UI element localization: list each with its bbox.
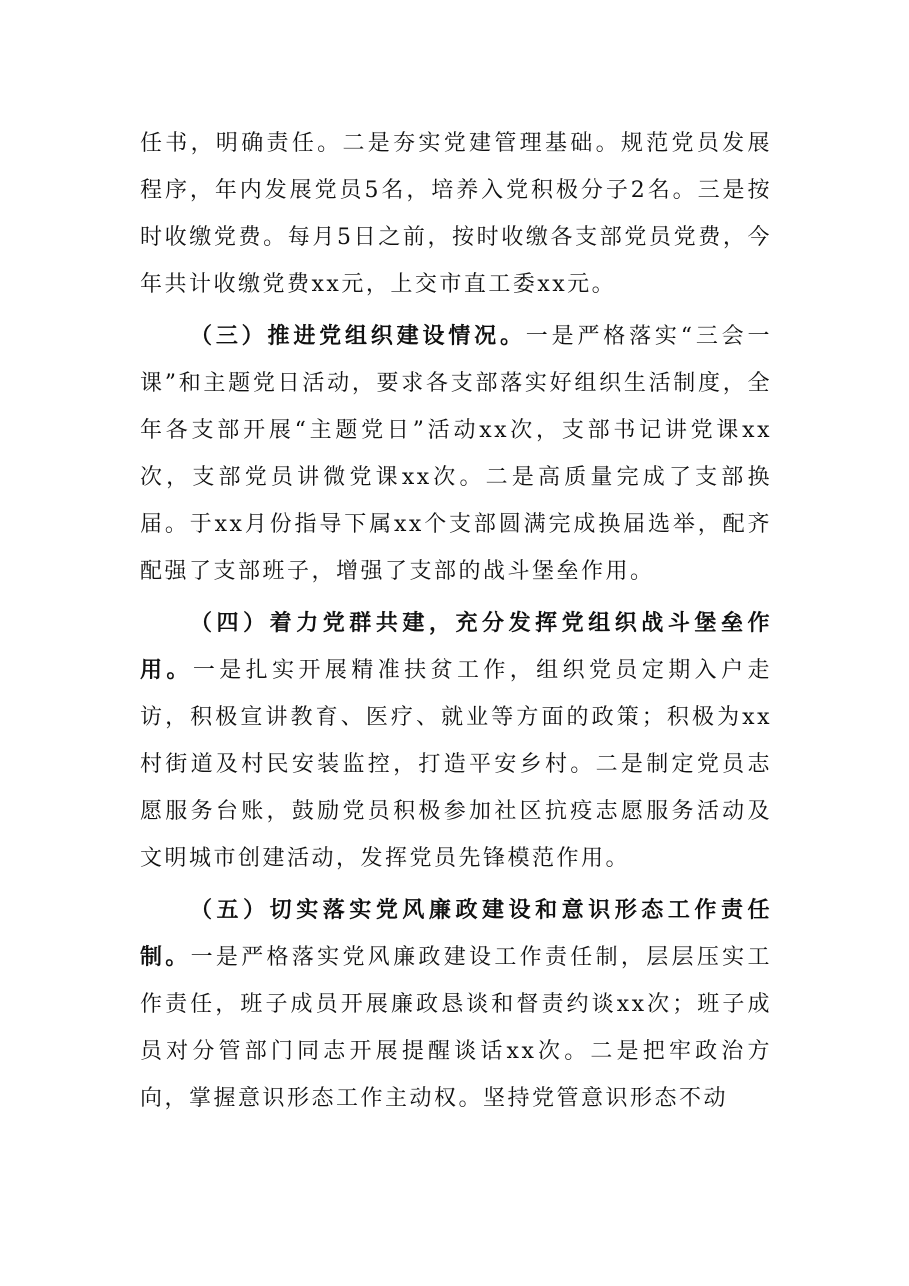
- paragraph-section-3: [140, 313, 772, 595]
- paragraph-section-5: [140, 887, 772, 1122]
- paragraph-text: 一是严格落实“三会一课”和主题党日活动，要求各支部落实好组织生活制度，全年各支部开展“主题党日”活动xx次，支部书记讲党课xx次，支部党员讲微党课xx次。二是高质量完成了支部换届。于xx月份指导下属xx个支部圆满完成换届选举，配齐配强了支部班子，增强了支部的战斗堡垒作用。: [140, 324, 772, 584]
- paragraph-text: 一是扎实开展精准扶贫工作，组织党员定期入户走访，积极宣讲教育、医疗、就业等方面的政策；积极为xx村街道及村民安装监控，打造平安乡村。二是制定党员志愿服务台账，鼓励党员积极参加社区抗疫志愿服务活动及文明城市创建活动，发挥党员先锋模范作用。: [140, 658, 772, 871]
- document-page: [140, 120, 772, 1127]
- paragraph-text: 任书，明确责任。二是夯实党建管理基础。规范党员发展程序，年内发展党员5名，培养入党积极分子2名。三是按时收缴党费。每月5日之前，按时收缴各支部党员党费，今年共计收缴党费xx元，上交市直工委xx元。: [140, 131, 772, 297]
- paragraph-continuation: [140, 120, 772, 308]
- paragraph-heading: （五）切实落实党风廉政建设和意识形态工作责任制。: [140, 898, 772, 970]
- paragraph-section-4: [140, 600, 772, 882]
- paragraph-heading: （三）推进党组织建设情况。: [190, 324, 526, 349]
- paragraph-heading: （四）着力党群共建，充分发挥党组织战斗堡垒作用。: [140, 611, 772, 683]
- paragraph-text: 一是严格落实党风廉政建设工作责任制，层层压实工作责任，班子成员开展廉政恳谈和督责约谈xx次；班子成员对分管部门同志开展提醒谈话xx次。二是把牢政治方向，掌握意识形态工作主动权。坚持党管意识形态不动: [140, 945, 772, 1111]
